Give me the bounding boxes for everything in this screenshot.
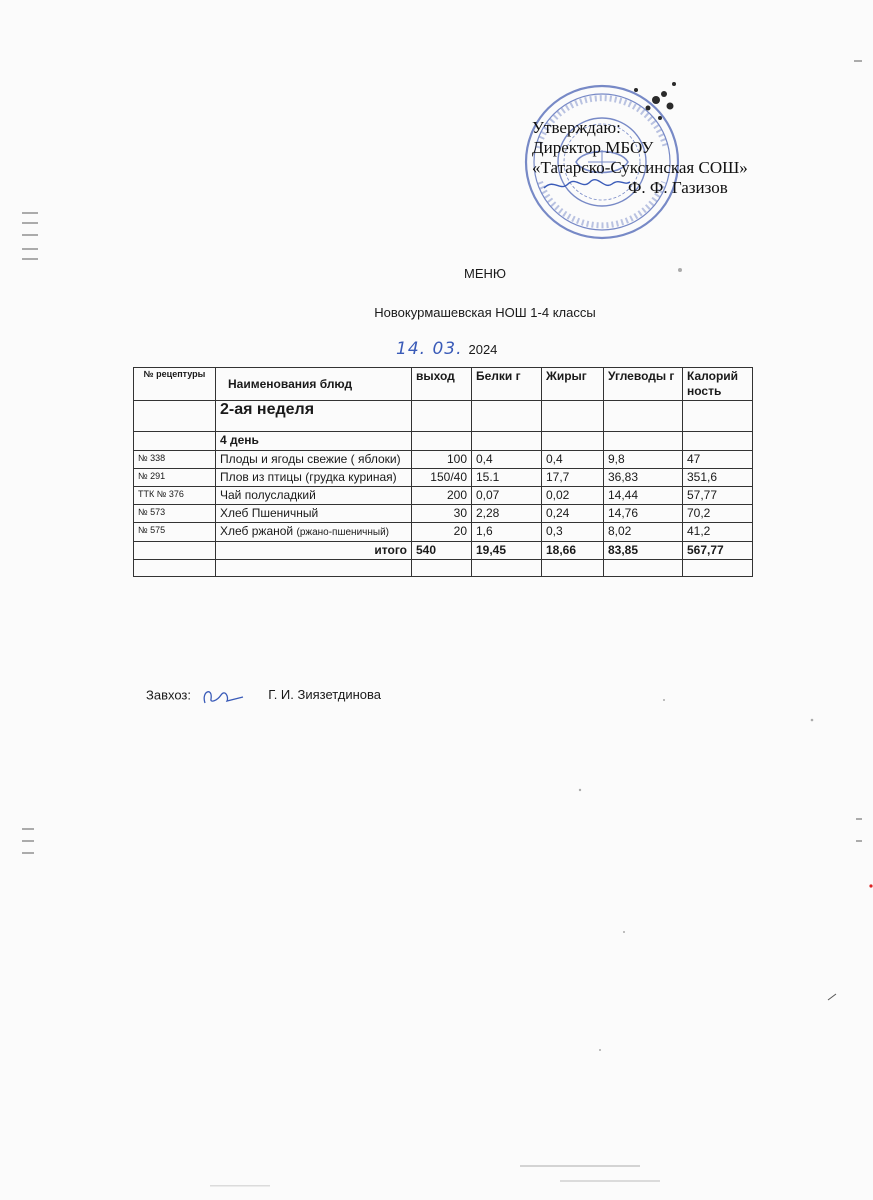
fat-cell: 0,02	[542, 487, 604, 505]
recipe-number: № 575	[134, 523, 216, 542]
recipe-number: № 338	[134, 451, 216, 469]
header-calories: Калорий ность	[683, 368, 753, 401]
calories-cell: 70,2	[683, 505, 753, 523]
protein-cell: 0,4	[472, 451, 542, 469]
total-portion: 540	[412, 542, 472, 560]
protein-cell: 15.1	[472, 469, 542, 487]
date-year: 2024	[468, 342, 498, 357]
recipe-number: № 573	[134, 505, 216, 523]
approval-line: Утверждаю:	[532, 118, 621, 137]
day-row	[134, 432, 753, 451]
fat-cell: 0,24	[542, 505, 604, 523]
total-calories: 567,77	[683, 542, 753, 560]
approval-signatory: Ф. Ф. Газизов	[628, 178, 728, 197]
total-carbs: 83,85	[604, 542, 683, 560]
dish-name: Плоды и ягоды свежие ( яблоки)	[216, 451, 412, 469]
carbs-cell: 36,83	[604, 469, 683, 487]
carbs-cell: 14,44	[604, 487, 683, 505]
portion-cell: 30	[412, 505, 472, 523]
recipe-number: ТТК № 376	[134, 487, 216, 505]
calories-cell: 351,6	[683, 469, 753, 487]
dish-name: Хлеб Пшеничный	[216, 505, 412, 523]
table-row	[134, 523, 753, 542]
dish-name: Чай полусладкий	[216, 487, 412, 505]
header-carbs: Углеводы г	[604, 368, 683, 401]
storekeeper-signature	[199, 687, 259, 705]
approval-block	[532, 118, 748, 198]
protein-cell: 2,28	[472, 505, 542, 523]
week-label: 2-ая неделя	[216, 401, 412, 432]
fat-cell: 0,3	[542, 523, 604, 542]
carbs-cell: 14,76	[604, 505, 683, 523]
header-protein: Белки г	[472, 368, 542, 401]
recipe-number: № 291	[134, 469, 216, 487]
dish-name	[216, 523, 412, 542]
storekeeper-name: Г. И. Зиязетдинова	[268, 687, 382, 703]
portion-cell: 150/40	[412, 469, 472, 487]
dish-name: Плов из птицы (грудка куриная)	[216, 469, 412, 487]
carbs-cell: 8,02	[604, 523, 683, 542]
portion-cell: 200	[412, 487, 472, 505]
table-row	[134, 451, 753, 469]
week-row	[134, 401, 753, 432]
director-signature	[542, 176, 632, 194]
table-header-row	[134, 368, 753, 401]
header-recipe: № рецептуры	[134, 368, 216, 401]
menu-date	[396, 339, 497, 359]
calories-cell: 47	[683, 451, 753, 469]
storekeeper-label: Завхоз:	[146, 687, 191, 703]
day-label: 4 день	[216, 432, 412, 451]
approval-school: «Татарско-Суксинская СОШ»	[532, 158, 748, 177]
handwritten-date: 14. 03.	[396, 339, 463, 359]
school-subtitle: Новокурмашевская НОШ 1-4 классы	[374, 305, 596, 320]
protein-cell: 0,07	[472, 487, 542, 505]
footer-signoff	[146, 687, 381, 705]
header-dish: Наименования блюд	[216, 368, 412, 401]
dish-note: (ржано-пшеничный)	[296, 527, 389, 538]
calories-cell: 57,77	[683, 487, 753, 505]
empty-row	[134, 560, 753, 577]
portion-cell: 100	[412, 451, 472, 469]
menu-table	[133, 367, 753, 577]
table-row	[134, 487, 753, 505]
table-row	[134, 469, 753, 487]
protein-cell: 1,6	[472, 523, 542, 542]
total-label: итого	[216, 542, 412, 560]
fat-cell: 17,7	[542, 469, 604, 487]
page-title: МЕНЮ	[463, 266, 507, 281]
header-portion: выход	[412, 368, 472, 401]
calories-cell: 41,2	[683, 523, 753, 542]
total-protein: 19,45	[472, 542, 542, 560]
portion-cell: 20	[412, 523, 472, 542]
total-row	[134, 542, 753, 560]
table-row	[134, 505, 753, 523]
carbs-cell: 9,8	[604, 451, 683, 469]
dish-name-text: Хлеб ржаной	[220, 524, 294, 538]
approval-position: Директор МБОУ	[532, 138, 654, 157]
fat-cell: 0,4	[542, 451, 604, 469]
total-fat: 18,66	[542, 542, 604, 560]
header-fat: Жирыг	[542, 368, 604, 401]
